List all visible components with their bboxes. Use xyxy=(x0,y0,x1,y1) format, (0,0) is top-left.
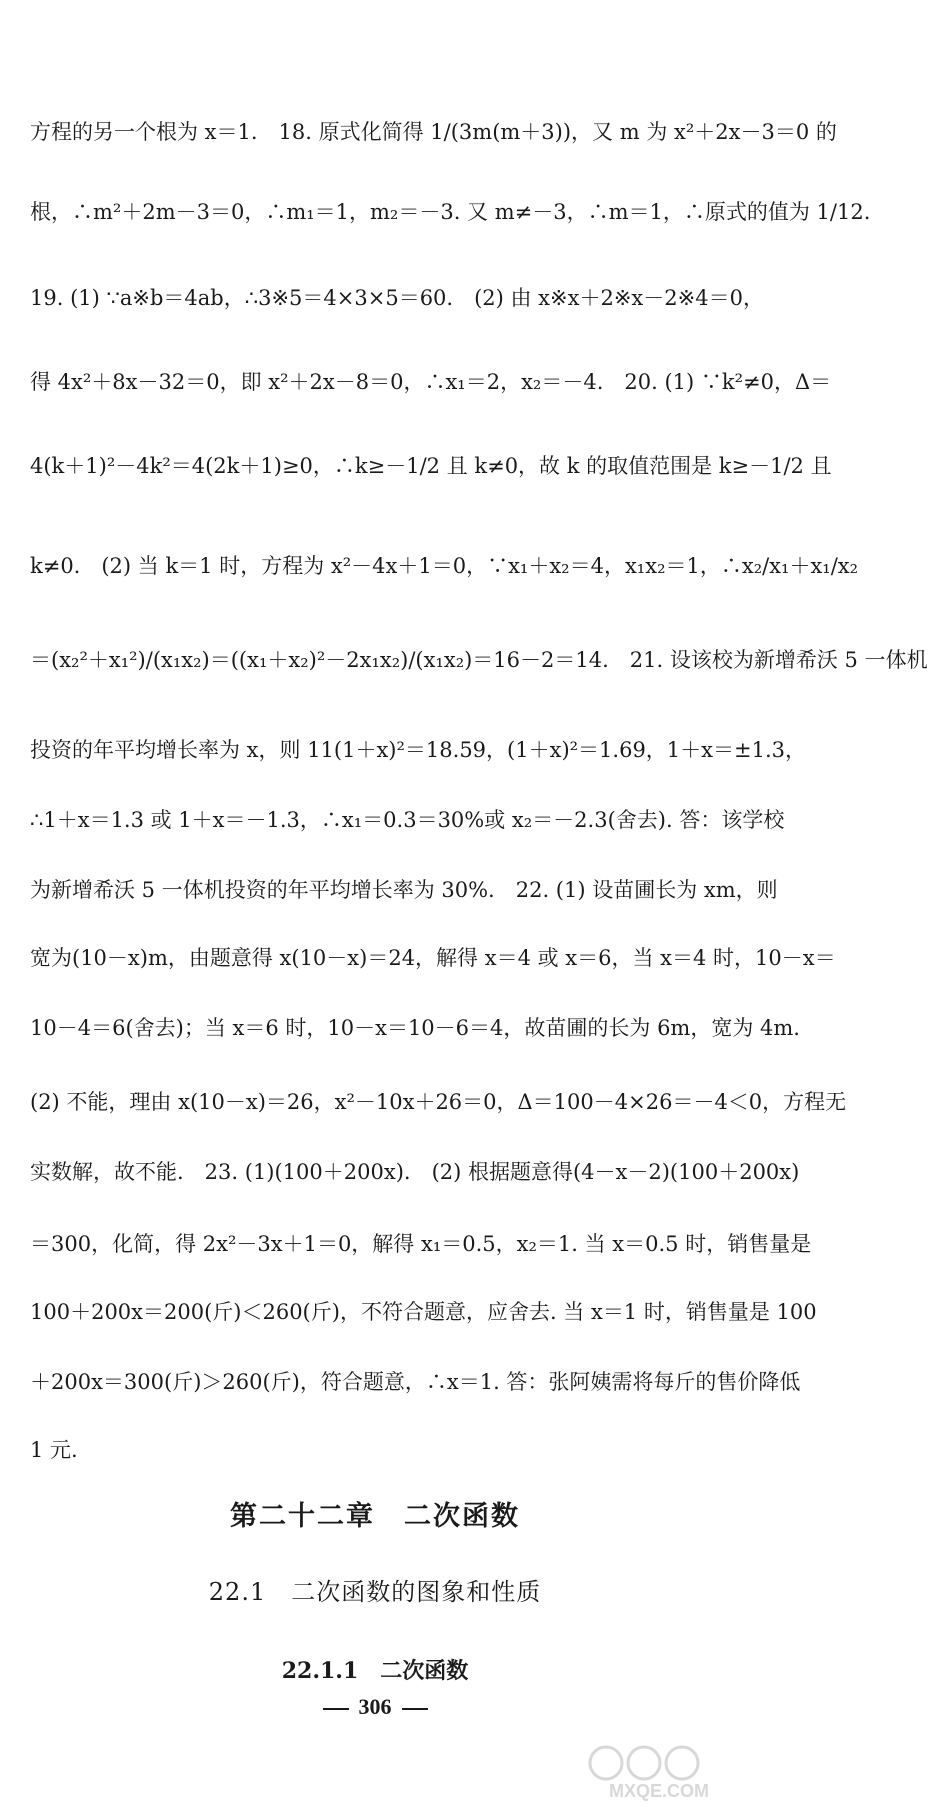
text-line-7: ＝(x₂²＋x₁²)/(x₁x₂)＝((x₁＋x₂)²－2x₁x₂)/(x₁x₂)＝16－2＝14. 21. 设该校为新增希沃 5 一体机 xyxy=(30,648,928,672)
page-number-value: 306 xyxy=(358,1694,392,1719)
watermark-logo xyxy=(584,1741,734,1801)
watermark-text: MXQE.COM xyxy=(608,1781,710,1801)
page-number-dash-right xyxy=(402,1708,428,1710)
text-line-12: 10－4＝6(舍去)；当 x＝6 时，10－x＝10－6＝4，故苗圃的长为 6m，宽为 4m. xyxy=(30,1016,800,1040)
text-line-5: 4(k＋1)²－4k²＝4(2k＋1)≥0，∴k≥－1/2 且 k≠0，故 k 的取值范围是 k≥－1/2 且 xyxy=(30,454,832,478)
text-line-16: 100＋200x＝200(斤)＜260(斤)，不符合题意，应舍去. 当 x＝1 时，销售量是 100 xyxy=(30,1300,817,1324)
text-line-3: 19. (1) ∵a※b＝4ab，∴3※5＝4×3×5＝60. (2) 由 x※x＋2※x－2※4＝0， xyxy=(30,286,764,310)
text-line-8: 投资的年平均增长率为 x，则 11(1＋x)²＝18.59，(1＋x)²＝1.69，1＋x＝±1.3， xyxy=(30,738,807,762)
subsection-title: 22.1.1 二次函数 xyxy=(281,1658,469,1684)
text-line-6: k≠0. (2) 当 k＝1 时，方程为 x²－4x＋1＝0，∵x₁＋x₂＝4，x₁x₂＝1，∴x₂/x₁＋x₁/x₂ xyxy=(30,554,859,578)
chapter-title: 第二十二章 二次函数 xyxy=(230,1501,520,1532)
text-line-17: ＋200x＝300(斤)＞260(斤)，符合题意，∴x＝1. 答：张阿姨需将每斤的售价降低 xyxy=(30,1370,801,1394)
text-line-10: 为新增希沃 5 一体机投资的年平均增长率为 30%. 22. (1) 设苗圃长为 xm，则 xyxy=(30,878,778,902)
text-line-2: 根，∴m²＋2m－3＝0，∴m₁＝1，m₂＝－3. 又 m≠－3，∴m＝1，∴原式的值为 1/12. xyxy=(30,200,871,224)
text-line-13: (2) 不能，理由 x(10－x)＝26，x²－10x＋26＝0，Δ＝100－4×26＝－4＜0，方程无 xyxy=(30,1090,847,1114)
text-line-11: 宽为(10－x)m，由题意得 x(10－x)＝24，解得 x＝4 或 x＝6，当 x＝4 时，10－x＝ xyxy=(30,946,836,970)
text-line-9: ∴1＋x＝1.3 或 1＋x＝－1.3，∴x₁＝0.3＝30%或 x₂＝－2.3(舍去). 答：该学校 xyxy=(30,808,785,832)
text-line-18: 1 元. xyxy=(30,1438,78,1462)
text-line-1: 方程的另一个根为 x＝1. 18. 原式化简得 1/(3m(m＋3))，又 m 为 x²＋2x－3＝0 的 xyxy=(30,120,837,144)
page-number xyxy=(0,1694,750,1720)
text-line-4: 得 4x²＋8x－32＝0，即 x²＋2x－8＝0，∴x₁＝2，x₂＝－4. 20. (1) ∵k²≠0，Δ＝ xyxy=(30,370,832,394)
page-number-dash-left xyxy=(323,1708,349,1710)
section-title: 22.1 二次函数的图象和性质 xyxy=(208,1578,542,1606)
text-line-14: 实数解，故不能. 23. (1)(100＋200x). (2) 根据题意得(4－x－2)(100＋200x) xyxy=(30,1160,800,1184)
text-line-15: ＝300，化简，得 2x²－3x＋1＝0，解得 x₁＝0.5，x₂＝1. 当 x＝0.5 时，销售量是 xyxy=(30,1232,812,1256)
